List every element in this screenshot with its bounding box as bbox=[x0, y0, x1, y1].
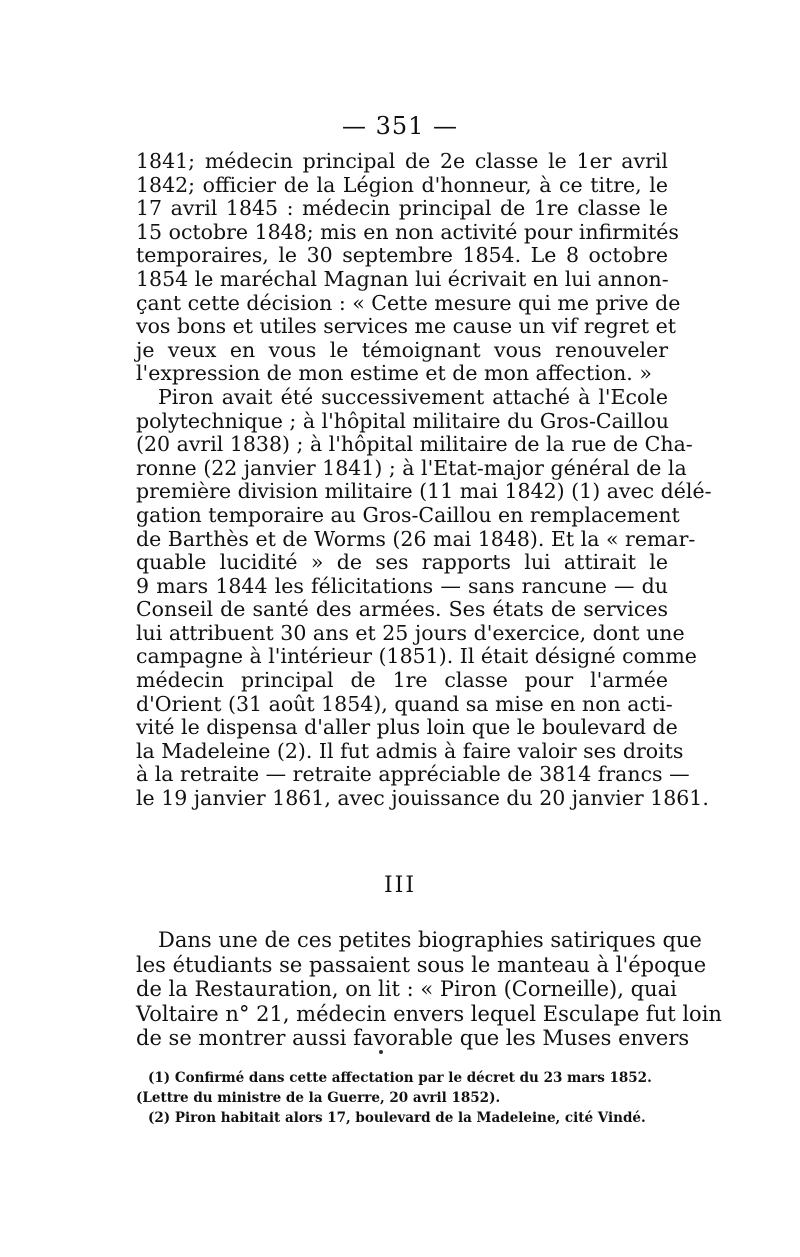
text-line: médecin principal de 1re classe pour l'armée bbox=[136, 668, 668, 693]
text-line: temporaires, le 30 septembre 1854. Le 8 octobre bbox=[136, 243, 668, 268]
text-line: vité le dispensa d'aller plus loin que le boulevard de bbox=[136, 715, 678, 740]
text-line: à la retraite — retraite appréciable de 3814 francs — bbox=[136, 762, 690, 787]
text-line: gation temporaire au Gros-Caillou en remplacement bbox=[136, 502, 680, 527]
text-line: de se montrer aussi favorable que les Muses envers bbox=[136, 1026, 690, 1051]
text-line: l'expression de mon estime et de mon affection. » bbox=[136, 361, 652, 386]
footnote-1-continued: (Lettre du ministre de la Guerre, 20 avril 1852). bbox=[136, 1090, 501, 1106]
text-line: les étudiants se passaient sous le manteau à l'époque bbox=[136, 952, 707, 977]
text-line: çant cette décision : « Cette mesure qui me prive de bbox=[136, 290, 681, 315]
text-line: Conseil de santé des armées. Ses états de services bbox=[136, 597, 668, 622]
text-line: 15 octobre 1848; mis en non activité pour infirmités bbox=[136, 219, 679, 244]
text-line: Piron avait été successivement attaché à l'Ecole bbox=[158, 384, 668, 409]
text-line: 1842; officier de la Légion d'honneur, à ce titre, le bbox=[136, 172, 668, 197]
text-line: Voltaire n° 21, médecin envers lequel Esculape fut loin bbox=[136, 1001, 722, 1026]
text-line: d'Orient (31 août 1854), quand sa mise en non acti- bbox=[136, 691, 673, 716]
text-line: quable lucidité » de ses rapports lui attirait le bbox=[136, 550, 668, 575]
text-line: de la Restauration, on lit : « Piron (Corneille), quai bbox=[136, 977, 677, 1002]
text-line: première division militaire (11 mai 1842) (1) avec délé- bbox=[136, 479, 712, 504]
text-line: 1841; médecin principal de 2e classe le 1er avril bbox=[136, 149, 668, 173]
text-line: polytechnique ; à l'hôpital militaire du Gros-Caillou bbox=[136, 408, 669, 433]
text-line: campagne à l'intérieur (1851). Il était désigné comme bbox=[136, 644, 697, 669]
section-heading: III bbox=[383, 873, 417, 898]
paragraph-2 bbox=[136, 928, 722, 1051]
text-line: Dans une de ces petites biographies satiriques que bbox=[158, 928, 702, 952]
footnotes bbox=[136, 1068, 668, 1128]
text-line: 9 mars 1844 les félicitations — sans rancune — du bbox=[136, 573, 668, 598]
page-number: — 351 — bbox=[341, 112, 459, 140]
divider-dot bbox=[379, 1050, 383, 1054]
text-line: 1854 le maréchal Magnan lui écrivait en lui annon- bbox=[136, 266, 669, 291]
text-line: (20 avril 1838) ; à l'hôpital militaire de la rue de Cha- bbox=[136, 432, 693, 457]
text-line: le 19 janvier 1861, avec jouissance du 20 janvier 1861. bbox=[136, 786, 709, 811]
footnote-1: (1) Confirmé dans cette affectation par le décret du 23 mars 1852. bbox=[148, 1070, 652, 1086]
text-line: vos bons et utiles services me cause un vif regret et bbox=[136, 314, 676, 339]
text-line: 17 avril 1845 : médecin principal de 1re classe le bbox=[136, 196, 668, 221]
footnote-2: (2) Piron habitait alors 17, boulevard de la Madeleine, cité Vindé. bbox=[148, 1110, 646, 1126]
text-line: je veux en vous le témoignant vous renouveler bbox=[136, 337, 668, 362]
paragraph-1 bbox=[136, 149, 712, 811]
text-line: de Barthès et de Worms (26 mai 1848). Et la « remar- bbox=[136, 526, 696, 551]
text-line: la Madeleine (2). Il fut admis à faire valoir ses droits bbox=[136, 738, 684, 763]
text-line: lui attribuent 30 ans et 25 jours d'exercice, dont une bbox=[136, 620, 685, 645]
text-line: ronne (22 janvier 1841) ; à l'Etat-major général de la bbox=[136, 455, 687, 480]
